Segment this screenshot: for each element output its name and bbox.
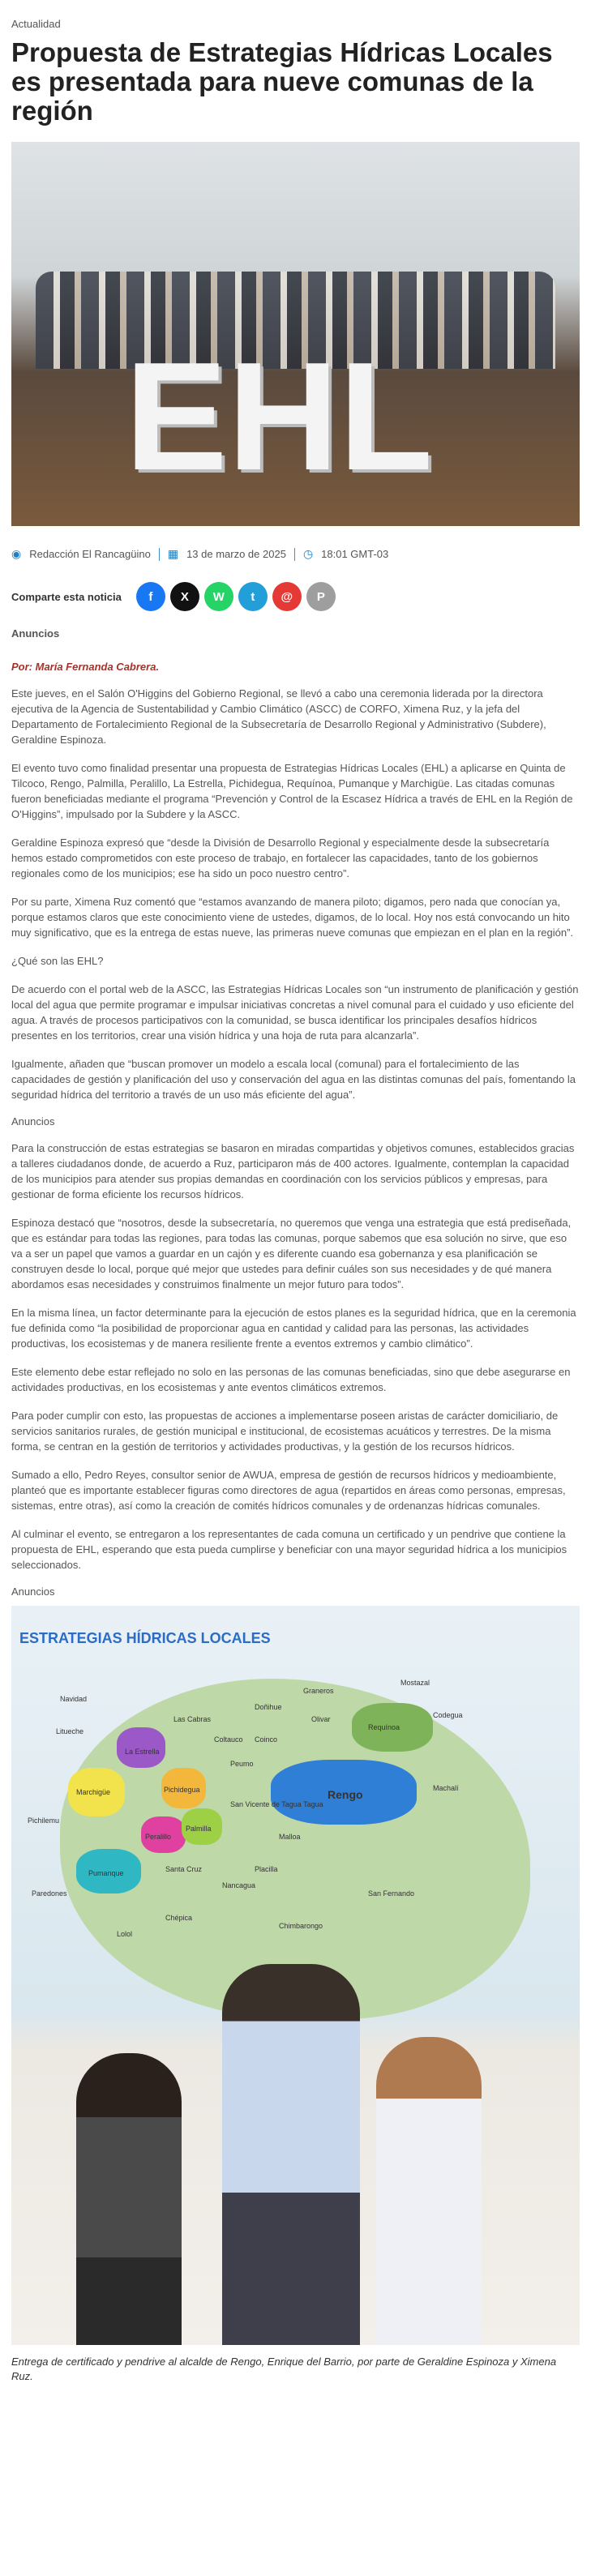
paragraph: Sumado a ello, Pedro Reyes, consultor senior de AWUA, empresa de gestión de recursos hídricos y medioambiente, planteó que es importante establecer figuras como directores de agua (repartidos en áreas como personas, empresas, sistemas, entre otras), así como la creación de comités hídricos comunales y de ordenanzas hídricas comunales. bbox=[11, 1469, 566, 1512]
map-label: La Estrella bbox=[125, 1748, 160, 1756]
calendar-icon: ▦ bbox=[167, 547, 179, 560]
main-photo bbox=[11, 142, 580, 526]
map-label: San Fernando bbox=[368, 1889, 415, 1898]
ads-label: Anuncios bbox=[11, 1115, 55, 1128]
map-label: Paredones bbox=[32, 1889, 67, 1898]
map-label: Coltauco bbox=[214, 1735, 243, 1744]
map-label: Pichilemu bbox=[28, 1816, 60, 1825]
map-label: Chépica bbox=[165, 1914, 193, 1922]
map-label: San Vicente de Tagua Tagua bbox=[230, 1800, 323, 1808]
ads-label: Anuncios bbox=[11, 627, 60, 640]
facebook-share-button[interactable]: f bbox=[136, 582, 165, 611]
map-label: Requínoa bbox=[368, 1723, 400, 1731]
map-label: Santa Cruz bbox=[165, 1865, 203, 1873]
map-label: Doñihue bbox=[255, 1703, 282, 1711]
paragraph: Espinoza destacó que “nosotros, desde la subsecretaría, no queremos que venga una estrategia que está prediseñada, que es estándar para todas las regiones, para todas las comunas, porque sabemos que esa solución no sirve, que eso va a ser un papel que vamos a guardar en un cajón y es diferente cuando esa gobernanza y esa planificación se construyen desde lo local, porque qué mejor que ustedes para definir cuáles son sus necesidades y de qué manera abordamos esas necesidades y construimos finalmente un mejor futuro para todos”. bbox=[11, 1217, 572, 1290]
map-label: Malloa bbox=[279, 1833, 301, 1841]
print-button[interactable]: P bbox=[306, 582, 336, 611]
map-label: Coinco bbox=[255, 1735, 278, 1744]
map-label: Nancagua bbox=[222, 1881, 256, 1889]
map-label: Peralillo bbox=[145, 1833, 172, 1841]
article-meta bbox=[11, 547, 580, 561]
meta-divider bbox=[159, 548, 160, 561]
paragraph: Este jueves, en el Salón O'Higgins del Gobierno Regional, se llevó a cabo una ceremonia liderada por la directora ejecutiva de la Agencia de Sustentabilidad y Cambio Climático (ASCC) de CORFO, Ximena Ruz, y la jefa del Departamento de Fortalecimiento Regional de la Subsecretaría de Desarrollo Regional y Administrativo (Subdere), Geraldine Espinoza. bbox=[11, 687, 546, 746]
publish-date: 13 de marzo de 2025 bbox=[186, 548, 286, 560]
map-label: Marchigüe bbox=[76, 1788, 111, 1796]
whatsapp-share-button[interactable]: W bbox=[204, 582, 233, 611]
x-share-button[interactable]: X bbox=[170, 582, 199, 611]
map-label: Lolol bbox=[117, 1930, 133, 1938]
paragraph: Por su parte, Ximena Ruz comentó que “estamos avanzando de manera piloto; digamos, pero nada que conocían ya, porque estamos claros que este conocimiento viene de ustedes, digamos, de lo local. Hoy nos está convocando un hito muy significativo, que es la entrega de estas nueve, las primeras nueve comunas que empiezan en el plan en la región”. bbox=[11, 896, 574, 939]
section-heading: ¿Qué son las EHL? bbox=[11, 955, 104, 967]
paragraph: En la misma línea, un factor determinante para la ejecución de estos planes es la seguridad hídrica, que en la ceremonia fue definida como “la posibilidad de proporcionar agua en cantidad y calidad para las personas, las actividades productivas, los ecosistemas y de manera resiliente frente a eventos extremos y cambio climático”. bbox=[11, 1307, 576, 1350]
map-label: Las Cabras bbox=[173, 1715, 212, 1723]
ehl-letters-text: EHL bbox=[125, 331, 433, 503]
email-share-button[interactable]: @ bbox=[272, 582, 302, 611]
category-label[interactable]: Actualidad bbox=[11, 18, 61, 30]
meta-divider bbox=[294, 548, 295, 561]
photo-caption: Entrega de certificado y pendrive al alcalde de Rengo, Enrique del Barrio, por parte de Geraldine Espinoza y Ximena Ruz. bbox=[11, 2356, 557, 2382]
map-label: Placilla bbox=[255, 1865, 278, 1873]
map-label: Pumanque bbox=[88, 1869, 124, 1877]
ceremony-photo bbox=[11, 1606, 580, 2345]
share-bar bbox=[11, 582, 580, 611]
author-icon: ◉ bbox=[11, 547, 22, 560]
map-label: Pichidegua bbox=[164, 1786, 200, 1794]
share-label: Comparte esta noticia bbox=[11, 590, 122, 603]
paragraph: Para la construcción de estas estrategias se basaron en miradas compartidas y objetivos comunes, establecidos gracias a talleres ciudadanos donde, de acuerdo a Ruz, participaron más de 400 actores. Igualmente, contemplan la capacidad de los municipios para atender sus propias demandas en coordinación con los servicios públicos y empresas, para gestionar de forma eficiente los recursos hídricos. bbox=[11, 1142, 575, 1200]
paragraph: Igualmente, añaden que “buscan promover un modelo a escala local (comunal) para el fortalecimiento de las capacidades de gestión y planificación del uso y conservación del agua en las distintas comunas del país, fomentando la seguridad hídrica del territorio a través de un uso más eficiente del agua”. bbox=[11, 1058, 576, 1101]
ads-label: Anuncios bbox=[11, 1585, 55, 1598]
map-label: Palmilla bbox=[186, 1825, 212, 1833]
map-label: Navidad bbox=[60, 1695, 88, 1703]
paragraph: Este elemento debe estar reflejado no solo en las personas de las comunas beneficiadas, sino que debe asegurarse en actividades productivas, en los ecosistemas y ante eventos climáticos extremos. bbox=[11, 1366, 571, 1393]
paragraph: Al culminar el evento, se entregaron a los representantes de cada comuna un certificado y un pendrive que contiene la propuesta de EHL, esperando que esta pueda cumplirse y beneficiar con una mayor seguridad hídrica a los municipios seleccionados. bbox=[11, 1528, 567, 1571]
person-right bbox=[376, 2037, 482, 2345]
ehl-sign bbox=[125, 331, 433, 503]
map-label: Mostazal bbox=[400, 1679, 430, 1687]
map-label: Rengo bbox=[328, 1788, 363, 1801]
map-title: ESTRATEGIAS HÍDRICAS LOCALES bbox=[19, 1630, 271, 1646]
person-left bbox=[76, 2053, 182, 2345]
map-label: Chimbarongo bbox=[279, 1922, 323, 1930]
author-name[interactable]: Redacción El Rancagüino bbox=[29, 548, 151, 560]
article-title: Propuesta de Estrategias Hídricas Locales es presentada para nueve comunas de la región bbox=[11, 37, 553, 126]
publish-time: 18:01 GMT-03 bbox=[321, 548, 389, 560]
map-label: Peumo bbox=[230, 1760, 254, 1768]
map-label: Olivar bbox=[311, 1715, 331, 1723]
map-label: Graneros bbox=[303, 1687, 334, 1695]
people-group bbox=[60, 1940, 482, 2345]
clock-icon: ◷ bbox=[302, 547, 314, 560]
paragraph: Para poder cumplir con esto, las propuestas de acciones a implementarse poseen aristas de carácter domiciliario, de servicios sanitarios rurales, de gestión municipal e institucional, de ecosistemas acuáticos y terrestres. De la misma forma, se centran en la gestión de territorios y actividades productivas, y la gestión de los recursos hídricos. bbox=[11, 1410, 559, 1453]
map-label: Machalí bbox=[433, 1784, 459, 1792]
telegram-share-button[interactable]: t bbox=[238, 582, 268, 611]
byline: Por: María Fernanda Cabrera. bbox=[11, 661, 160, 673]
paragraph: El evento tuvo como finalidad presentar una propuesta de Estrategias Hídricas Locales (EHL) a aplicarse en Quinta de Tilcoco, Rengo, Palmilla, Peralillo, La Estrella, Pichidegua, Requínoa, Pumanque y Marchigüe. Las citadas comunas fueron beneficiadas mediante el programa “Prevención y Control de la Escasez Hídrica a través de EHL en la Región de O'Higgins”, impulsado por la Subdere y la ASCC. bbox=[11, 762, 573, 820]
paragraph: Geraldine Espinoza expresó que “desde la División de Desarrollo Regional y especialmente desde la subsecretaría hemos estado comprometidos con este proceso de trabajo, en fortalecer las capacidades, tanto de los gobiernos regionales como de los municipios; ese ha sido un poco nuestro centro”. bbox=[11, 837, 550, 879]
person-center bbox=[222, 1964, 360, 2345]
paragraph: De acuerdo con el portal web de la ASCC, las Estrategias Hídricas Locales son “un instrumento de planificación y gestión local del agua que permite programar e impulsar iniciativas concretas a nivel comunal para el cuidado y uso eficiente del agua. A través de procesos participativos con la comunidad, se busca identificar los principales desafíos hídricos presentes en los territorios, crear una visión hídrica y una hoja de ruta para alcanzarla”. bbox=[11, 983, 579, 1042]
map-label: Litueche bbox=[56, 1727, 84, 1735]
map-label: Codegua bbox=[433, 1711, 463, 1719]
